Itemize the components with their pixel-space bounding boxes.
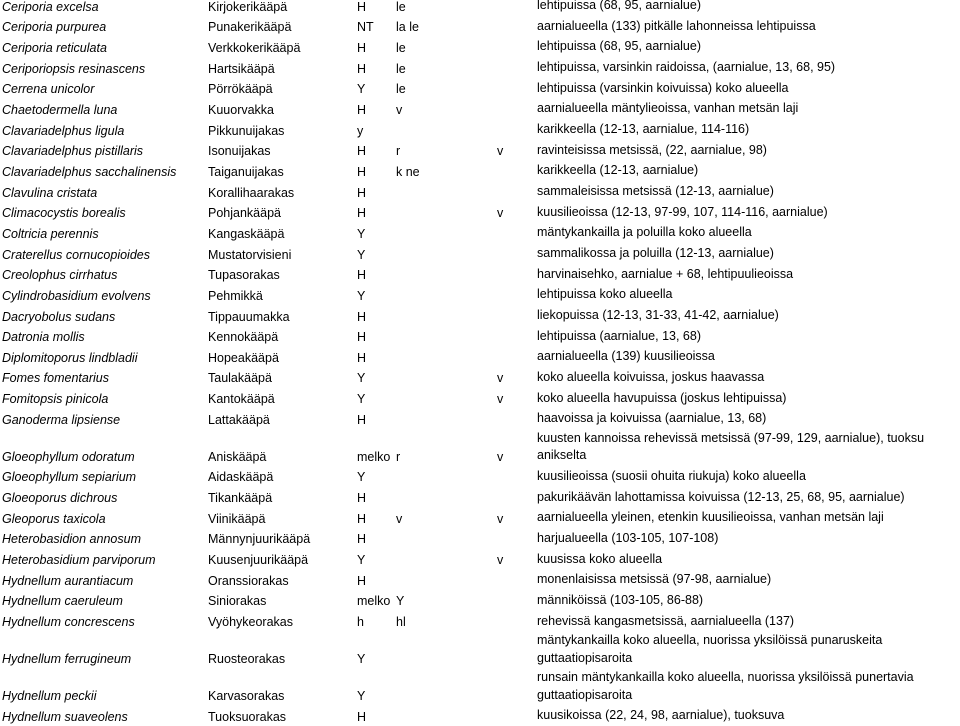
table-row bbox=[0, 466, 960, 487]
status-code: h bbox=[357, 615, 364, 630]
latin-name: Creolophus cirrhatus bbox=[2, 268, 118, 283]
latin-name: Coltricia perennis bbox=[2, 226, 99, 241]
latin-name: Diplomitoporus lindbladii bbox=[2, 350, 138, 365]
habitat-note: rehevissä kangasmetsissä, aarnialueella (137) bbox=[537, 613, 795, 628]
table-row bbox=[0, 429, 960, 466]
v-mark: v bbox=[497, 449, 504, 464]
status-code: H bbox=[357, 268, 367, 283]
table-row bbox=[0, 705, 960, 726]
latin-name: Ceriporia excelsa bbox=[2, 0, 99, 14]
finnish-name: Pörrökääpä bbox=[208, 82, 273, 97]
habitat-note: sammaleisissa metsissä (12-13, aarnialue) bbox=[537, 184, 774, 199]
finnish-name: Männynjuurikääpä bbox=[208, 532, 311, 547]
table-row bbox=[0, 98, 960, 119]
latin-name: Hydnellum aurantiacum bbox=[2, 573, 134, 588]
finnish-name: Korallihaarakas bbox=[208, 185, 295, 200]
finnish-name: Siniorakas bbox=[208, 594, 267, 609]
finnish-name: Pehmikkä bbox=[208, 288, 263, 303]
v-mark: v bbox=[497, 144, 504, 159]
finnish-name: Kantokääpä bbox=[208, 392, 275, 407]
table-row bbox=[0, 610, 960, 631]
table-row bbox=[0, 140, 960, 161]
table-row bbox=[0, 119, 960, 140]
finnish-name: Aniskääpä bbox=[208, 449, 267, 464]
finnish-name: Hartsikääpä bbox=[208, 61, 275, 76]
table-row bbox=[0, 202, 960, 223]
table-row bbox=[0, 387, 960, 408]
finnish-name: Tippauumakka bbox=[208, 309, 290, 324]
latin-name: Clavariadelphus ligula bbox=[2, 123, 125, 138]
finnish-name: Viinikääpä bbox=[208, 511, 266, 526]
table-row bbox=[0, 36, 960, 57]
table-row bbox=[0, 367, 960, 388]
finnish-name: Lattakääpä bbox=[208, 412, 270, 427]
substrate-code: v bbox=[396, 102, 403, 117]
habitat-note: kuusikoissa (22, 24, 98, aarnialue), tuoksuva bbox=[537, 708, 785, 723]
status-code: H bbox=[357, 709, 367, 724]
latin-name: Heterobasidium parviporum bbox=[2, 553, 156, 568]
finnish-name: Kangaskääpä bbox=[208, 226, 285, 241]
substrate-code: r bbox=[396, 144, 401, 159]
latin-name: Ganoderma lipsiense bbox=[2, 412, 121, 427]
latin-name: Gloeoporus dichrous bbox=[2, 491, 118, 506]
latin-name: Ceriporia purpurea bbox=[2, 20, 107, 35]
substrate-code: hl bbox=[396, 615, 406, 630]
status-code: H bbox=[357, 330, 367, 345]
finnish-name: Ruosteorakas bbox=[208, 652, 286, 667]
table-row bbox=[0, 243, 960, 264]
latin-name: Hydnellum suaveolens bbox=[2, 709, 128, 724]
latin-name: Cerrena unicolor bbox=[2, 82, 95, 97]
finnish-name: Kuuorvakka bbox=[208, 102, 275, 117]
status-code: Y bbox=[357, 689, 366, 704]
habitat-note: koko alueella havupuissa (joskus lehtipuissa) bbox=[537, 390, 787, 405]
status-code: Y bbox=[357, 371, 366, 386]
habitat-note: monenlaisissa metsissä (97-98, aarnialue) bbox=[537, 572, 772, 587]
status-code: H bbox=[357, 206, 367, 221]
habitat-note: aarnialueella (139) kuusilieoissa bbox=[537, 349, 715, 364]
finnish-name: Punakerikääpä bbox=[208, 20, 292, 35]
table-row bbox=[0, 528, 960, 549]
habitat-note: lehtipuissa (varsinkin koivuissa) koko alueella bbox=[537, 80, 789, 95]
latin-name: Ceriporiopsis resinascens bbox=[2, 61, 146, 76]
table-row bbox=[0, 284, 960, 305]
finnish-name: Pohjankääpä bbox=[208, 206, 281, 221]
finnish-name: Mustatorvisieni bbox=[208, 247, 292, 262]
latin-name: Craterellus cornucopioides bbox=[2, 247, 150, 262]
status-code: H bbox=[357, 144, 367, 159]
v-mark: v bbox=[497, 392, 504, 407]
substrate-code: la le bbox=[396, 20, 419, 35]
latin-name: Ceriporia reticulata bbox=[2, 40, 107, 55]
finnish-name: Kennokääpä bbox=[208, 330, 279, 345]
habitat-note: lehtipuissa (68, 95, aarnialue) bbox=[537, 0, 701, 13]
v-mark: v bbox=[497, 553, 504, 568]
status-code: H bbox=[357, 40, 367, 55]
substrate-code: le bbox=[396, 40, 406, 55]
latin-name: Fomes fomentarius bbox=[2, 371, 109, 386]
status-code: NT bbox=[357, 20, 374, 35]
substrate-code: r bbox=[396, 449, 401, 464]
table-row bbox=[0, 264, 960, 285]
latin-name: Dacryobolus sudans bbox=[2, 309, 116, 324]
finnish-name: Verkkokerikääpä bbox=[208, 40, 301, 55]
table-row bbox=[0, 181, 960, 202]
table-row bbox=[0, 57, 960, 78]
substrate-code: v bbox=[396, 511, 403, 526]
habitat-note: lehtipuissa (68, 95, aarnialue) bbox=[537, 39, 701, 54]
finnish-name: Kirjokerikääpä bbox=[208, 0, 288, 14]
table-row bbox=[0, 486, 960, 507]
finnish-name: Tuoksuorakas bbox=[208, 709, 287, 724]
habitat-note: harvinaisehko, aarnialue + 68, lehtipuulieoissa bbox=[537, 266, 794, 281]
v-mark: v bbox=[497, 371, 504, 386]
habitat-note: haavoissa ja koivuissa (aarnialue, 13, 68) bbox=[537, 411, 767, 426]
latin-name: Cylindrobasidium evolvens bbox=[2, 288, 151, 303]
table-row bbox=[0, 590, 960, 611]
status-code: Y bbox=[357, 553, 366, 568]
status-code: H bbox=[357, 491, 367, 506]
latin-name: Hydnellum peckii bbox=[2, 689, 97, 704]
latin-name: Clavariadelphus pistillaris bbox=[2, 144, 144, 159]
habitat-note: harjualueella (103-105, 107-108) bbox=[537, 530, 719, 545]
habitat-note: mäntykankailla koko alueella, nuorissa yksilöissä punaruskeita guttaatiopisaroita bbox=[537, 633, 883, 665]
finnish-name: Pikkunuijakas bbox=[208, 123, 285, 138]
status-code: Y bbox=[357, 392, 366, 407]
latin-name: Gleoporus taxicola bbox=[2, 511, 106, 526]
habitat-note: lehtipuissa, varsinkin raidoissa, (aarnialue, 13, 68, 95) bbox=[537, 60, 836, 75]
finnish-name: Tupasorakas bbox=[208, 268, 280, 283]
status-code: H bbox=[357, 61, 367, 76]
status-code: H bbox=[357, 412, 367, 427]
status-code: H bbox=[357, 309, 367, 324]
latin-name: Chaetodermella luna bbox=[2, 102, 118, 117]
table-row bbox=[0, 507, 960, 528]
status-code: H bbox=[357, 102, 367, 117]
table-row bbox=[0, 16, 960, 37]
table-row bbox=[0, 78, 960, 99]
habitat-note: männiköissä (103-105, 86-88) bbox=[537, 592, 704, 607]
finnish-name: Hopeakääpä bbox=[208, 350, 279, 365]
habitat-note: pakurikäävän lahottamissa koivuissa (12-13, 25, 68, 95, aarnialue) bbox=[537, 489, 905, 504]
latin-name: Hydnellum concrescens bbox=[2, 615, 135, 630]
status-code: H bbox=[357, 511, 367, 526]
habitat-note: aarnialueella yleinen, etenkin kuusilieoissa, vanhan metsän laji bbox=[537, 510, 884, 525]
latin-name: Fomitopsis pinicola bbox=[2, 392, 109, 407]
table-row bbox=[0, 222, 960, 243]
habitat-note: kuusilieoissa (suosii ohuita riukuja) koko alueella bbox=[537, 468, 806, 483]
habitat-note: kuusissa koko alueella bbox=[537, 551, 663, 566]
habitat-note: kuusten kannoissa rehevissä metsissä (97-99, 129, aarnialue), tuoksu anikselta bbox=[537, 430, 925, 463]
finnish-name: Taulakääpä bbox=[208, 371, 272, 386]
status-code: Y bbox=[357, 652, 366, 667]
table-row bbox=[0, 160, 960, 181]
status-code: y bbox=[357, 123, 364, 138]
habitat-note: lehtipuissa koko alueella bbox=[537, 287, 673, 302]
table-row bbox=[0, 305, 960, 326]
habitat-note: kuusilieoissa (12-13, 97-99, 107, 114-116, aarnialue) bbox=[537, 204, 828, 219]
latin-name: Datronia mollis bbox=[2, 330, 85, 345]
finnish-name: Vyöhykeorakas bbox=[208, 615, 293, 630]
habitat-note: aarnialueella (133) pitkälle lahonneissa lehtipuissa bbox=[537, 18, 816, 33]
finnish-name: Isonuijakas bbox=[208, 144, 271, 159]
table-row bbox=[0, 326, 960, 347]
habitat-note: sammalikossa ja poluilla (12-13, aarnialue) bbox=[537, 246, 774, 261]
v-mark: v bbox=[497, 206, 504, 221]
status-code: Y bbox=[357, 247, 366, 262]
substrate-code: le bbox=[396, 82, 406, 97]
habitat-note: runsain mäntykankailla koko alueella, nuorissa yksilöissä punertavia guttaatiopisaroita bbox=[537, 670, 914, 702]
v-mark: v bbox=[497, 511, 504, 526]
latin-name: Climacocystis borealis bbox=[2, 206, 126, 221]
finnish-name: Oranssiorakas bbox=[208, 573, 289, 588]
status-code: H bbox=[357, 532, 367, 547]
latin-name: Clavariadelphus sacchalinensis bbox=[2, 164, 177, 179]
substrate-code: Y bbox=[396, 594, 405, 609]
latin-name: Hydnellum ferrugineum bbox=[2, 652, 132, 667]
finnish-name: Tikankääpä bbox=[208, 491, 273, 506]
habitat-note: liekopuissa (12-13, 31-33, 41-42, aarnialue) bbox=[537, 308, 779, 322]
table-row bbox=[0, 346, 960, 367]
latin-name: Hydnellum caeruleum bbox=[2, 594, 123, 609]
status-code: Y bbox=[357, 82, 366, 97]
table-row bbox=[0, 668, 960, 705]
habitat-note: ravinteisissa metsissä, (22, aarnialue, 98) bbox=[537, 142, 767, 157]
table-row bbox=[0, 408, 960, 429]
status-code: Y bbox=[357, 226, 366, 241]
finnish-name: Karvasorakas bbox=[208, 689, 285, 704]
latin-name: Heterobasidion annosum bbox=[2, 532, 141, 547]
substrate-code: k ne bbox=[396, 164, 420, 179]
table-row bbox=[0, 631, 960, 668]
status-code: H bbox=[357, 164, 367, 179]
status-code: Y bbox=[357, 288, 366, 303]
finnish-name: Aidaskääpä bbox=[208, 470, 274, 485]
habitat-note: koko alueella koivuissa, joskus haavassa bbox=[537, 369, 765, 384]
status-code: H bbox=[357, 573, 367, 588]
latin-name: Gloeophyllum odoratum bbox=[2, 449, 135, 464]
status-code: Y bbox=[357, 470, 366, 485]
latin-name: Gloeophyllum sepiarium bbox=[2, 470, 137, 485]
habitat-note: karikkeella (12-13, aarnialue, 114-116) bbox=[537, 122, 750, 137]
status-code: H bbox=[357, 0, 367, 14]
habitat-note: aarnialueella mäntylieoissa, vanhan metsän laji bbox=[537, 101, 799, 116]
status-code: melko bbox=[357, 449, 391, 464]
status-code: H bbox=[357, 350, 367, 365]
finnish-name: Taiganuijakas bbox=[208, 164, 284, 179]
substrate-code: le bbox=[396, 0, 406, 14]
table-row bbox=[0, 569, 960, 590]
habitat-note: karikkeella (12-13, aarnialue) bbox=[537, 163, 699, 178]
substrate-code: le bbox=[396, 61, 406, 76]
status-code: H bbox=[357, 185, 367, 200]
habitat-note: mäntykankailla ja poluilla koko alueella bbox=[537, 225, 752, 240]
latin-name: Clavulina cristata bbox=[2, 185, 98, 200]
table-row bbox=[0, 548, 960, 569]
habitat-note: lehtipuissa (aarnialue, 13, 68) bbox=[537, 328, 701, 343]
status-code: melko bbox=[357, 594, 391, 609]
finnish-name: Kuusenjuurikääpä bbox=[208, 553, 309, 568]
table-row bbox=[0, 0, 960, 16]
